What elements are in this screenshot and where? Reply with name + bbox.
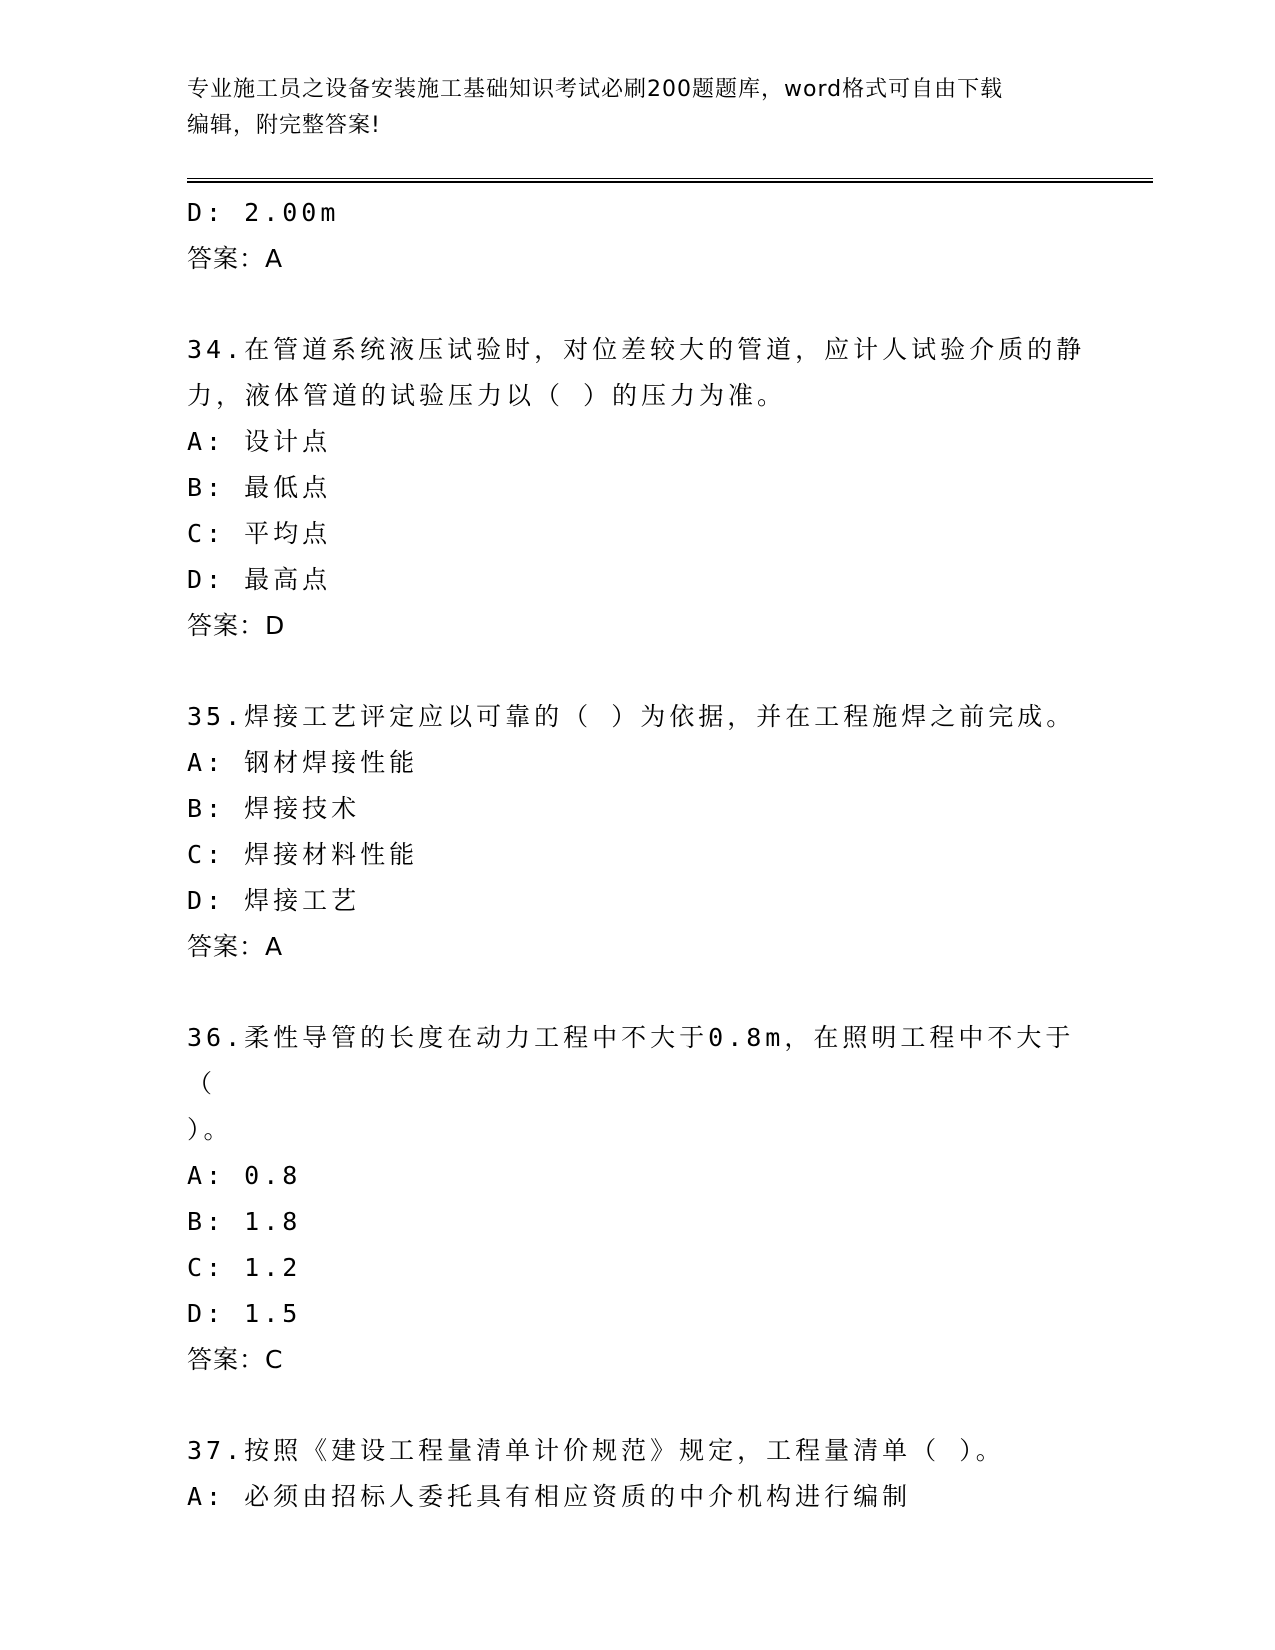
question-33-tail [187, 190, 1087, 282]
option-d: D: 焊接工艺 [187, 886, 361, 915]
answer-label: 答案：A [187, 244, 284, 273]
question-stem-continued: ）。 [187, 1115, 233, 1144]
question-35 [187, 694, 1087, 970]
answer-label: 答案：C [187, 1345, 284, 1374]
option-c: C: 焊接材料性能 [187, 840, 419, 869]
question-stem: 37.按照《建设工程量清单计价规范》规定，工程量清单（ ）。 [187, 1436, 1005, 1465]
option-c: C: 1.2 [187, 1253, 302, 1282]
spacer [187, 282, 1087, 327]
document-body [187, 190, 1087, 1520]
header-title-line-2: 编辑，附完整答案! [187, 113, 381, 138]
header-divider [187, 178, 1153, 183]
option-a: A: 钢材焊接性能 [187, 748, 419, 777]
spacer [187, 649, 1087, 694]
spacer [187, 1383, 1087, 1428]
option-b: B: 最低点 [187, 473, 332, 502]
page-header [187, 72, 1087, 144]
question-34 [187, 327, 1087, 649]
question-stem: 35.焊接工艺评定应以可靠的（ ）为依据，并在工程施焊之前完成。 [187, 702, 1076, 731]
option-d: D: 最高点 [187, 565, 332, 594]
question-stem: 34.在管道系统液压试验时，对位差较大的管道，应计人试验介质的静 [187, 335, 1086, 364]
option-b: B: 焊接技术 [187, 794, 361, 823]
option-d: D: 1.5 [187, 1299, 302, 1328]
option-a: A: 必须由招标人委托具有相应资质的中介机构进行编制 [187, 1482, 912, 1511]
option-d: D: 2.00m [187, 198, 340, 227]
option-b: B: 1.8 [187, 1207, 302, 1236]
answer-label: 答案：D [187, 611, 286, 640]
option-c: C: 平均点 [187, 519, 332, 548]
answer-label: 答案：A [187, 932, 284, 961]
question-37 [187, 1428, 1087, 1520]
question-stem-continued: 力，液体管道的试验压力以（ ）的压力为准。 [187, 381, 787, 410]
spacer [187, 970, 1087, 1015]
question-stem: 36.柔性导管的长度在动力工程中不大于0.8m，在照明工程中不大于（ [187, 1023, 1075, 1098]
option-a: A: 设计点 [187, 427, 332, 456]
header-title-line-1: 专业施工员之设备安装施工基础知识考试必刷200题题库，word格式可自由下载 [187, 77, 1004, 102]
option-a: A: 0.8 [187, 1161, 302, 1190]
question-36 [187, 1015, 1087, 1383]
